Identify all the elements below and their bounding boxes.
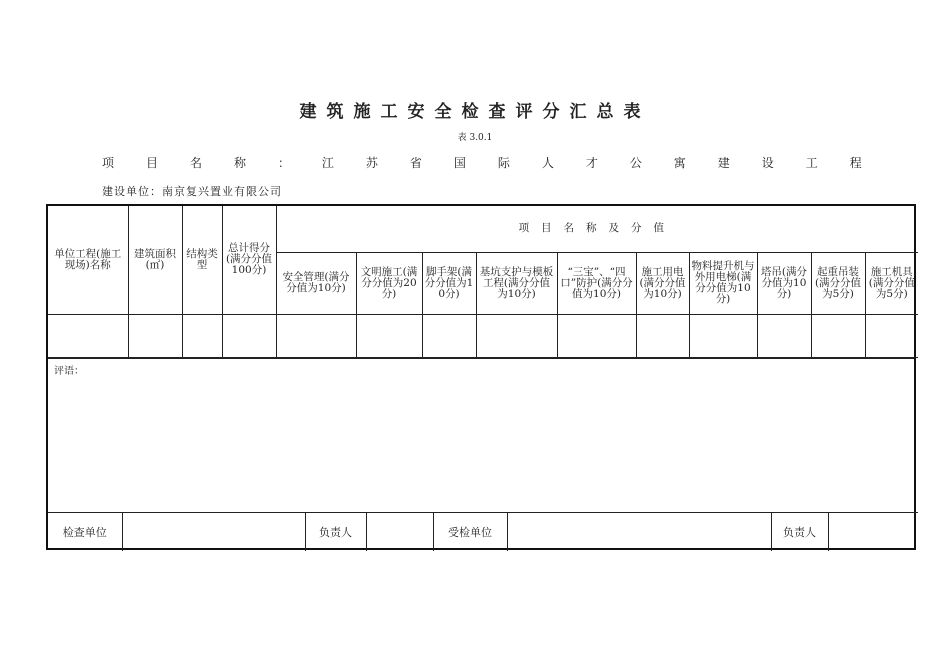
- header-safety-management: 安全管理(满分分值为10分): [276, 252, 356, 314]
- cell-lifting[interactable]: [811, 314, 865, 357]
- cell-structure[interactable]: [182, 314, 222, 357]
- project-char: 公: [629, 156, 642, 170]
- cell-unit-name[interactable]: [48, 314, 128, 357]
- cell-safety-management[interactable]: [276, 314, 356, 357]
- document-title: 建筑施工安全检查评分汇总表: [299, 102, 651, 122]
- checked-unit-field[interactable]: [507, 512, 771, 551]
- check-unit-field[interactable]: [122, 512, 305, 551]
- project-char: 人: [541, 156, 554, 170]
- project-char: 目: [145, 156, 158, 170]
- cell-tower-crane[interactable]: [757, 314, 811, 357]
- cell-three-treasures[interactable]: [557, 314, 636, 357]
- project-char: 项: [102, 156, 115, 170]
- cell-scaffold[interactable]: [422, 314, 476, 357]
- cell-machinery[interactable]: [865, 314, 918, 357]
- project-char: 国: [453, 156, 466, 170]
- header-foundation-formwork: 基坑支护与模板工程(满分分值为10分): [476, 252, 557, 314]
- responsible-field-2[interactable]: [828, 512, 918, 551]
- score-table: [48, 206, 918, 358]
- project-char: ：: [277, 156, 290, 170]
- responsible-label-1: 负责人: [305, 512, 366, 551]
- document-subtitle: 表 3.0.1: [457, 133, 493, 143]
- header-civilized-construction: 文明施工(满分分值为20分): [356, 252, 422, 314]
- header-three-treasures: “三宝”、“四口”防护(满分分值为10分): [557, 252, 636, 314]
- cell-electricity[interactable]: [636, 314, 689, 357]
- table-row: [48, 314, 918, 357]
- cell-foundation-formwork[interactable]: [476, 314, 557, 357]
- project-char: 工: [805, 156, 818, 170]
- header-structure: 结构类型: [182, 206, 222, 314]
- header-area: 建筑面积(㎡): [128, 206, 182, 314]
- cell-hoist-elevator[interactable]: [689, 314, 757, 357]
- responsible-label-2: 负责人: [771, 512, 828, 551]
- comment-label: 评语：: [54, 365, 84, 377]
- header-lifting: 起重吊装(满分分值为5分): [811, 252, 865, 314]
- cell-total-score[interactable]: [222, 314, 276, 357]
- header-scaffold: 脚手架(满分分值为10分): [422, 252, 476, 314]
- cell-civilized-construction[interactable]: [356, 314, 422, 357]
- header-hoist-elevator: 物料提升机与外用电梯(满分分值为10分): [689, 252, 757, 314]
- header-unit-name: 单位工程(施工现场)名称: [48, 206, 128, 314]
- project-char: 称: [233, 156, 246, 170]
- project-char: 省: [409, 156, 422, 170]
- builder-unit: 建设单位：南京复兴置业有限公司: [102, 185, 282, 198]
- project-char: 际: [497, 156, 510, 170]
- header-machinery: 施工机具(满分分值为5分): [865, 252, 918, 314]
- header-tower-crane: 塔吊(满分分值为10分): [757, 252, 811, 314]
- header-items-group: 项目名称及分值: [276, 206, 918, 252]
- responsible-field-1[interactable]: [366, 512, 433, 551]
- summary-sheet: [46, 204, 916, 550]
- comment-area[interactable]: [48, 358, 914, 512]
- project-name-line: [102, 154, 862, 171]
- project-char: 设: [761, 156, 774, 170]
- project-char: 名: [189, 156, 202, 170]
- project-char: 苏: [365, 156, 378, 170]
- header-electricity: 施工用电(满分分值为10分): [636, 252, 689, 314]
- project-char: 程: [849, 156, 862, 170]
- project-char: 江: [321, 156, 334, 170]
- cell-area[interactable]: [128, 314, 182, 357]
- project-char: 才: [585, 156, 598, 170]
- check-unit-label: 检查单位: [48, 512, 122, 551]
- project-char: 寓: [673, 156, 686, 170]
- checked-unit-label: 受检单位: [433, 512, 507, 551]
- header-total-score: 总计得分(满分分值100分): [222, 206, 276, 314]
- signoff-table: [48, 512, 918, 551]
- project-char: 建: [717, 156, 730, 170]
